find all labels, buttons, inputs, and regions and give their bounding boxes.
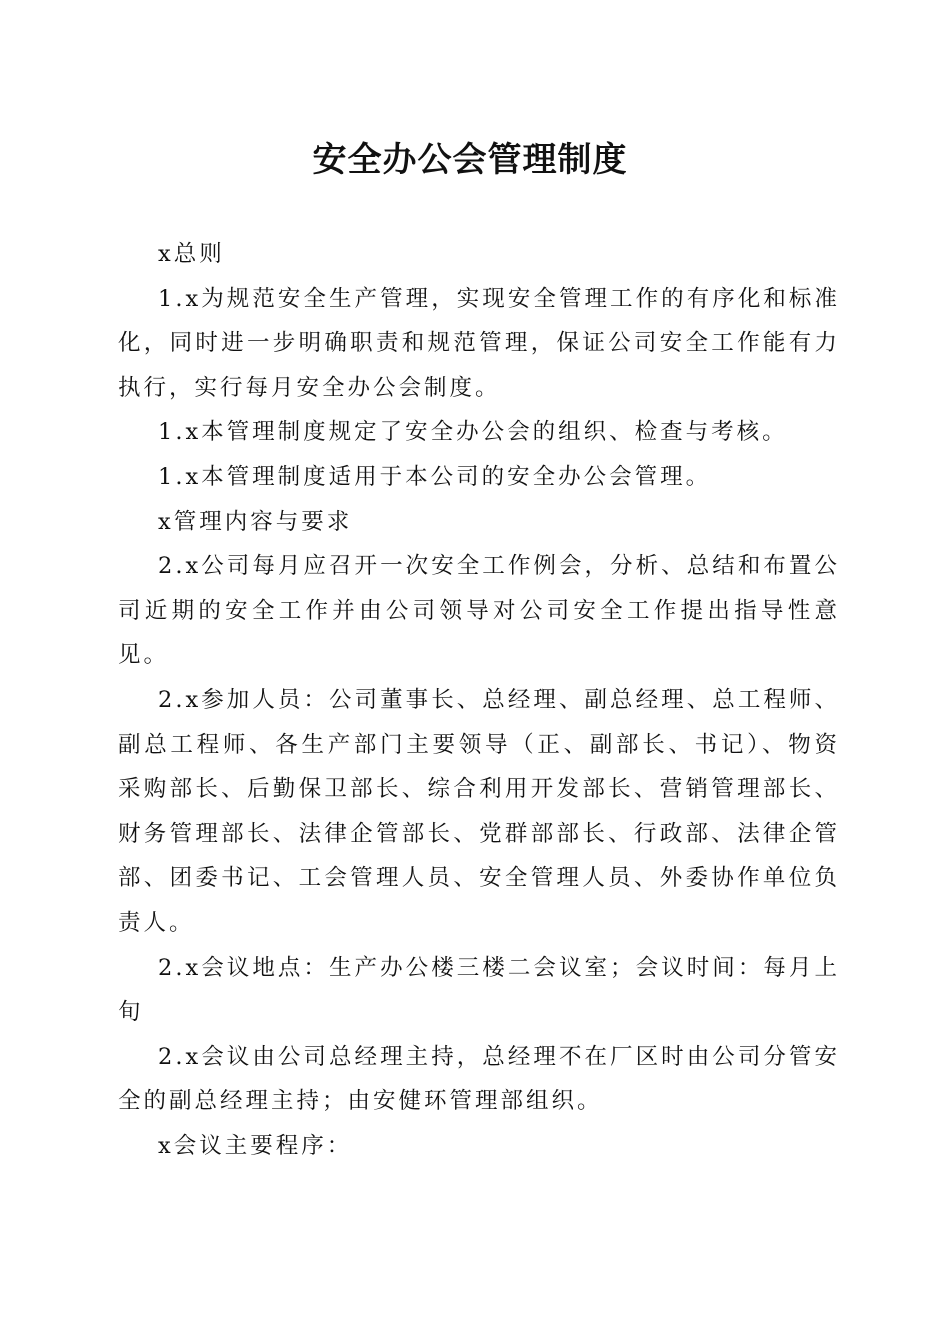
section-heading-general: x总则 [158, 241, 225, 267]
paragraph-2-2: 2.x参加人员：公司董事长、总经理、副总经理、总工程师、副总工程师、各生产部门主要领导（正、副部长、书记）、物资采购部长、后勤保卫部长、综合利用开发部长、营销管理部长、财务管理部长、法律企管部长、党群部部长、行政部、法律企管部、团委书记、工会管理人员、安全管理人员、外委协作单位负责人。 [118, 686, 840, 936]
section-heading-content: x管理内容与要求 [158, 508, 353, 535]
paragraph-2-3: 2.x会议地点：生产办公楼三楼二会议室；会议时间：每月上旬 [118, 954, 840, 1026]
paragraph-1-3: 1.x本管理制度适用于本公司的安全办公会管理。 [158, 463, 712, 490]
document-title: 安全办公会管理制度 [312, 140, 628, 180]
paragraph-1-2: 1.x本管理制度规定了安全办公会的组织、检查与考核。 [158, 419, 788, 446]
paragraph-2-1: 2.x公司每月应召开一次安全工作例会，分析、总结和布置公司近期的安全工作并由公司领导对公司安全工作提出指导性意见。 [118, 553, 840, 669]
paragraph-1-1: 1.x为规范安全生产管理，实现安全管理工作的有序化和标准化，同时进一步明确职责和规范管理，保证公司安全工作能有力执行，实行每月安全办公会制度。 [118, 285, 840, 401]
paragraph-2-4: 2.x会议由公司总经理主持，总经理不在厂区时由公司分管安全的副总经理主持；由安健环管理部组织。 [118, 1043, 840, 1115]
document-body [118, 232, 840, 1168]
section-heading-procedure: x会议主要程序： [158, 1132, 353, 1159]
